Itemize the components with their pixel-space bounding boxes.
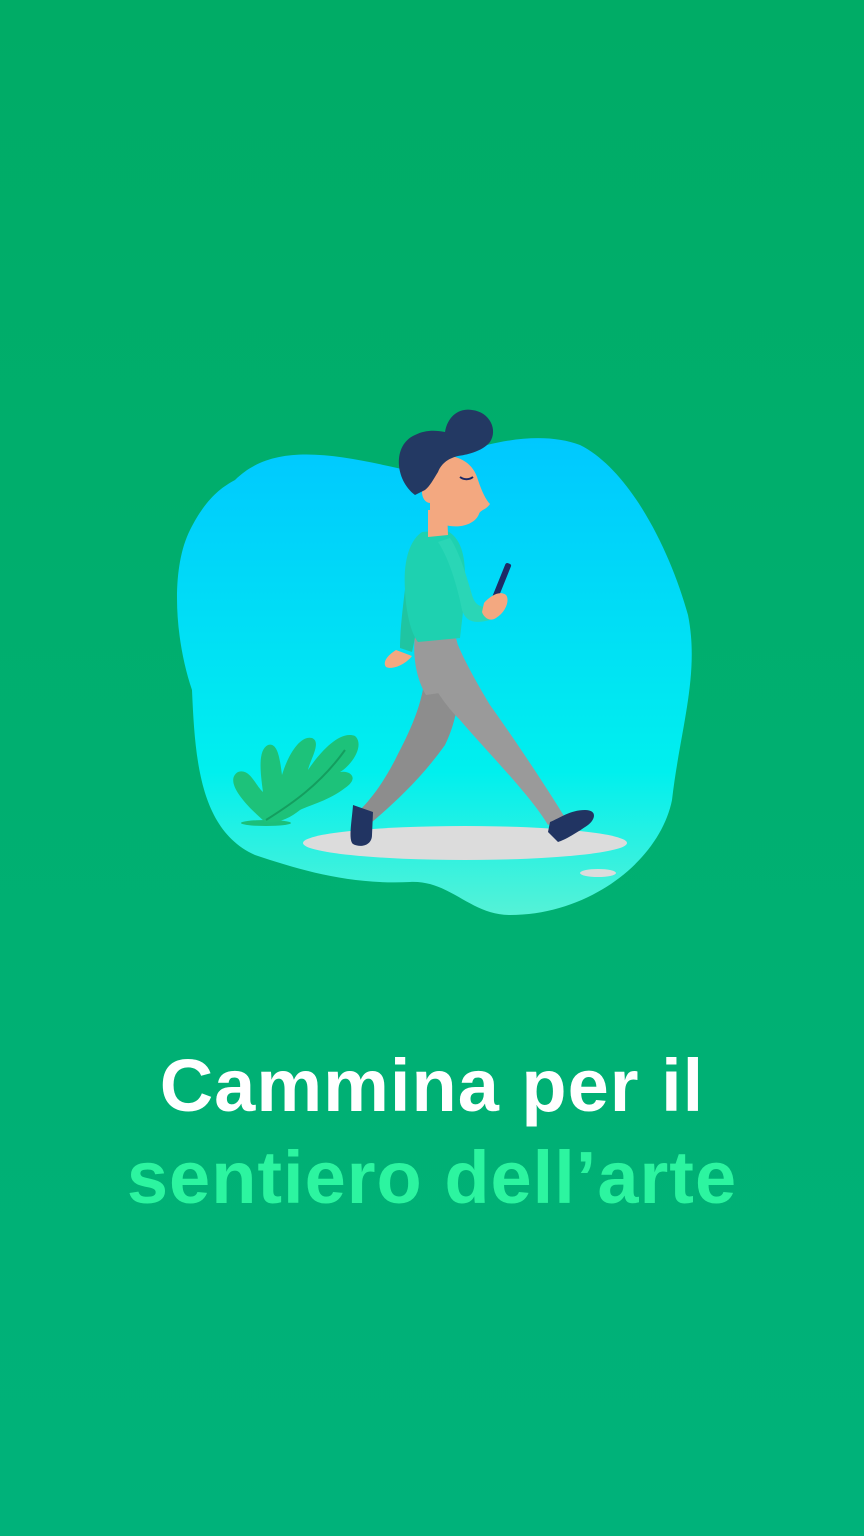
ground-shadow-small: [580, 869, 616, 877]
headline-line-accent: sentiero dell’arte: [126, 1136, 738, 1219]
walking-person-illustration: [160, 400, 720, 930]
onboarding-headline: [0, 1040, 864, 1224]
torso-shirt: [405, 530, 465, 642]
headline-line-primary: Cammina per il: [159, 1044, 705, 1127]
back-shoe: [351, 805, 373, 846]
